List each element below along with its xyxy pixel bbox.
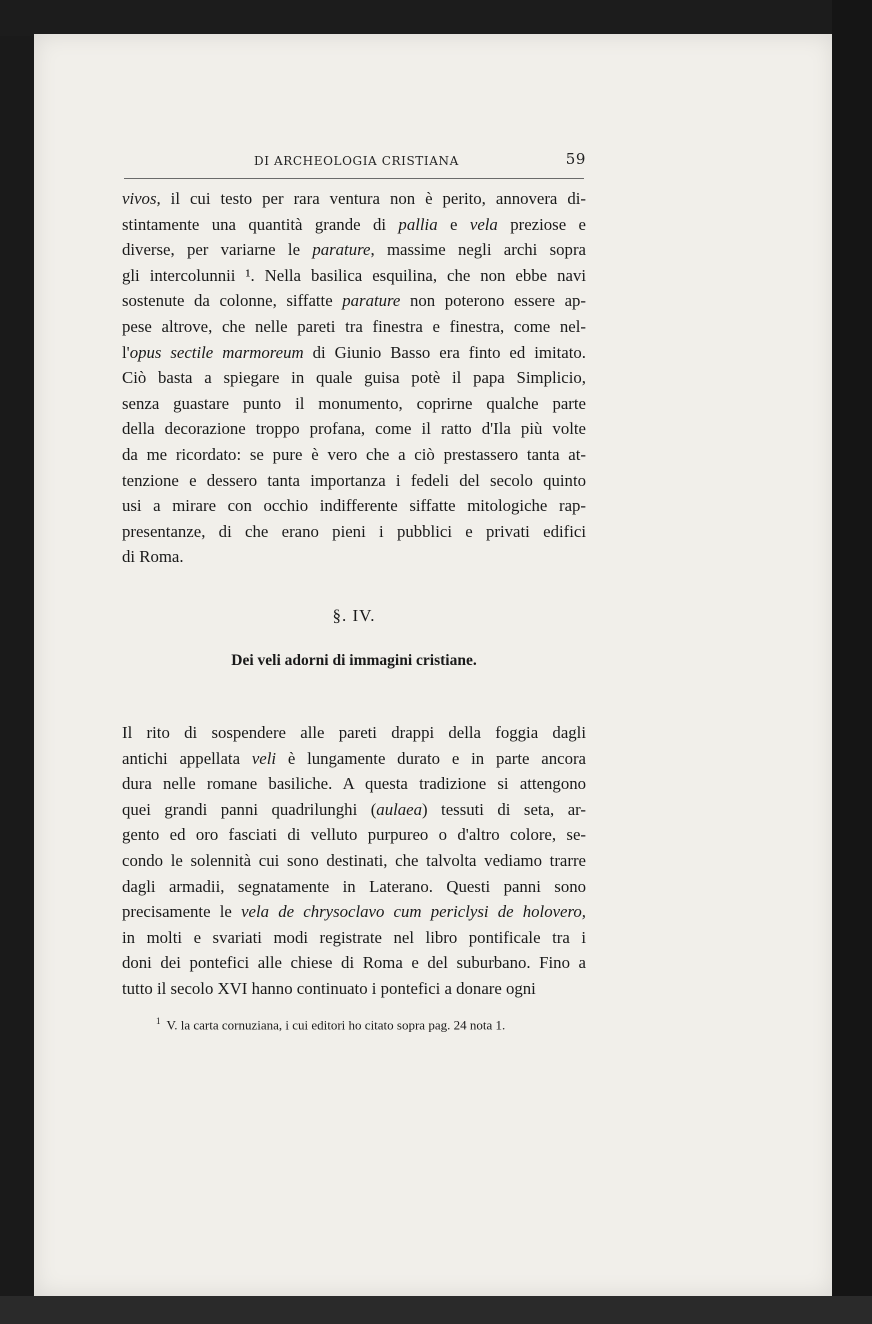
- text-line: [122, 544, 586, 570]
- text-line: [122, 263, 586, 289]
- text-segment: stintamente una quantità grande di: [122, 214, 399, 234]
- section-title: Dei veli adorni di immagini cristiane.: [231, 652, 477, 669]
- text-line: [122, 365, 586, 391]
- paragraph-2: [122, 720, 586, 1002]
- italic-term: opus sectile marmoreum: [129, 342, 304, 362]
- text-segment: l': [122, 342, 130, 362]
- text-line: [122, 288, 586, 314]
- text-line: [122, 899, 586, 925]
- text-segment: della decorazione troppo profana, come il ratto d'Ila più volte: [122, 419, 586, 439]
- text-segment: quei grandi panni quadrilunghi (: [122, 799, 377, 819]
- page-number: 59: [565, 150, 586, 168]
- scan-bottom-border: [0, 1296, 872, 1324]
- text-line: [122, 468, 586, 494]
- text-segment: tenzione e dessero tanta importanza i fedeli del secolo quinto: [122, 470, 586, 490]
- italic-term: vela: [469, 214, 498, 234]
- text-segment: ) tessuti di seta, ar-: [421, 799, 586, 819]
- running-title: DI ARCHEOLOGIA CRISTIANA: [254, 154, 459, 168]
- running-head: [122, 150, 586, 172]
- text-line: [122, 237, 586, 263]
- text-segment: precisamente le: [122, 902, 242, 922]
- italic-term: aulaea: [376, 799, 422, 819]
- footnote-marker: 1: [156, 1016, 161, 1026]
- text-segment: gento ed oro fasciati di velluto purpureo o d'altro colore, se-: [122, 825, 586, 845]
- header-rule: [124, 178, 584, 179]
- text-segment: il cui testo per rara ventura non è perito, annovera di-: [160, 189, 586, 208]
- text-segment: presentanze, di che erano pieni i pubblici e privati edifici: [122, 521, 586, 541]
- text-line: [122, 519, 586, 545]
- text-segment: usi a mirare con occhio indifferente siffatte mitologiche rap-: [122, 496, 586, 516]
- text-segment: pese altrove, che nelle pareti tra finestra e finestra, come nel-: [122, 316, 586, 336]
- text-segment: gli intercolunnii ¹. Nella basilica esquilina, che non ebbe navi: [122, 265, 586, 285]
- text-line: [122, 925, 586, 951]
- italic-term: pallia: [398, 214, 438, 234]
- text-line: [122, 212, 586, 238]
- text-line: [122, 797, 586, 823]
- italic-term: parature: [342, 291, 401, 311]
- text-segment: e: [437, 214, 470, 234]
- italic-term: veli: [251, 748, 277, 768]
- footnote-text: V. la carta cornuziana, i cui editori ho citato sopra pag. 24 nota 1.: [166, 1017, 506, 1033]
- text-segment: senza guastare punto il monumento, coprirne qualche parte: [122, 393, 586, 413]
- text-line: [122, 950, 586, 976]
- text-line: [122, 822, 586, 848]
- text-segment: di Roma.: [122, 547, 184, 567]
- text-segment: antichi appellata: [122, 748, 252, 768]
- text-line: [122, 493, 586, 519]
- text-segment: diverse, per variarne le: [122, 240, 313, 260]
- text-line: [122, 442, 586, 468]
- text-line: [122, 340, 586, 366]
- text-line: [122, 976, 586, 1002]
- text-segment: Il rito di sospendere alle pareti drappi della foggia dagli: [122, 723, 586, 742]
- text-line: [122, 874, 586, 900]
- text-segment: condo le solennità cui sono destinati, che talvolta vediamo trarre: [122, 850, 586, 870]
- text-segment: tutto il secolo XVI hanno continuato i pontefici a donare ogni: [122, 978, 536, 998]
- text-line: [122, 416, 586, 442]
- text-line: [122, 771, 586, 797]
- scan-right-border: [832, 0, 872, 1324]
- text-line: [122, 314, 586, 340]
- text-segment: di Giunio Basso era finto ed imitato.: [303, 342, 586, 362]
- text-segment: da me ricordato: se pure è vero che a ciò prestassero tanta at-: [122, 444, 586, 464]
- text-line: [122, 186, 586, 212]
- text-segment: non poterono essere ap-: [400, 291, 586, 311]
- section-number: §. IV.: [332, 606, 376, 625]
- text-segment: è lungamente durato e in parte ancora: [276, 748, 586, 768]
- text-line: [122, 746, 586, 772]
- text-segment: dura nelle romane basiliche. A questa tradizione si attengono: [122, 774, 586, 794]
- text-segment: preziose e: [497, 214, 587, 234]
- italic-term: vivos,: [122, 189, 161, 208]
- scan-top-border: [0, 0, 872, 36]
- text-segment: doni dei pontefici alle chiese di Roma e del suburbano. Fino a: [122, 953, 586, 973]
- text-segment: dagli armadii, segnatamente in Laterano. Questi panni sono: [122, 876, 586, 896]
- italic-term: vela de chrysoclavo cum periclysi de holovero,: [241, 902, 586, 922]
- text-segment: in molti e svariati modi registrate nel libro pontificale tra i: [122, 927, 586, 947]
- text-segment: Ciò basta a spiegare in quale guisa potè il papa Simplicio,: [122, 368, 586, 388]
- text-segment: , massime negli archi sopra: [370, 240, 586, 260]
- footnote: [156, 1016, 596, 1033]
- text-segment: sostenute da colonne, siffatte: [122, 291, 343, 311]
- italic-term: parature: [312, 240, 371, 260]
- text-line: [122, 848, 586, 874]
- text-line: [122, 720, 586, 746]
- paragraph-1: [122, 186, 586, 570]
- text-line: [122, 391, 586, 417]
